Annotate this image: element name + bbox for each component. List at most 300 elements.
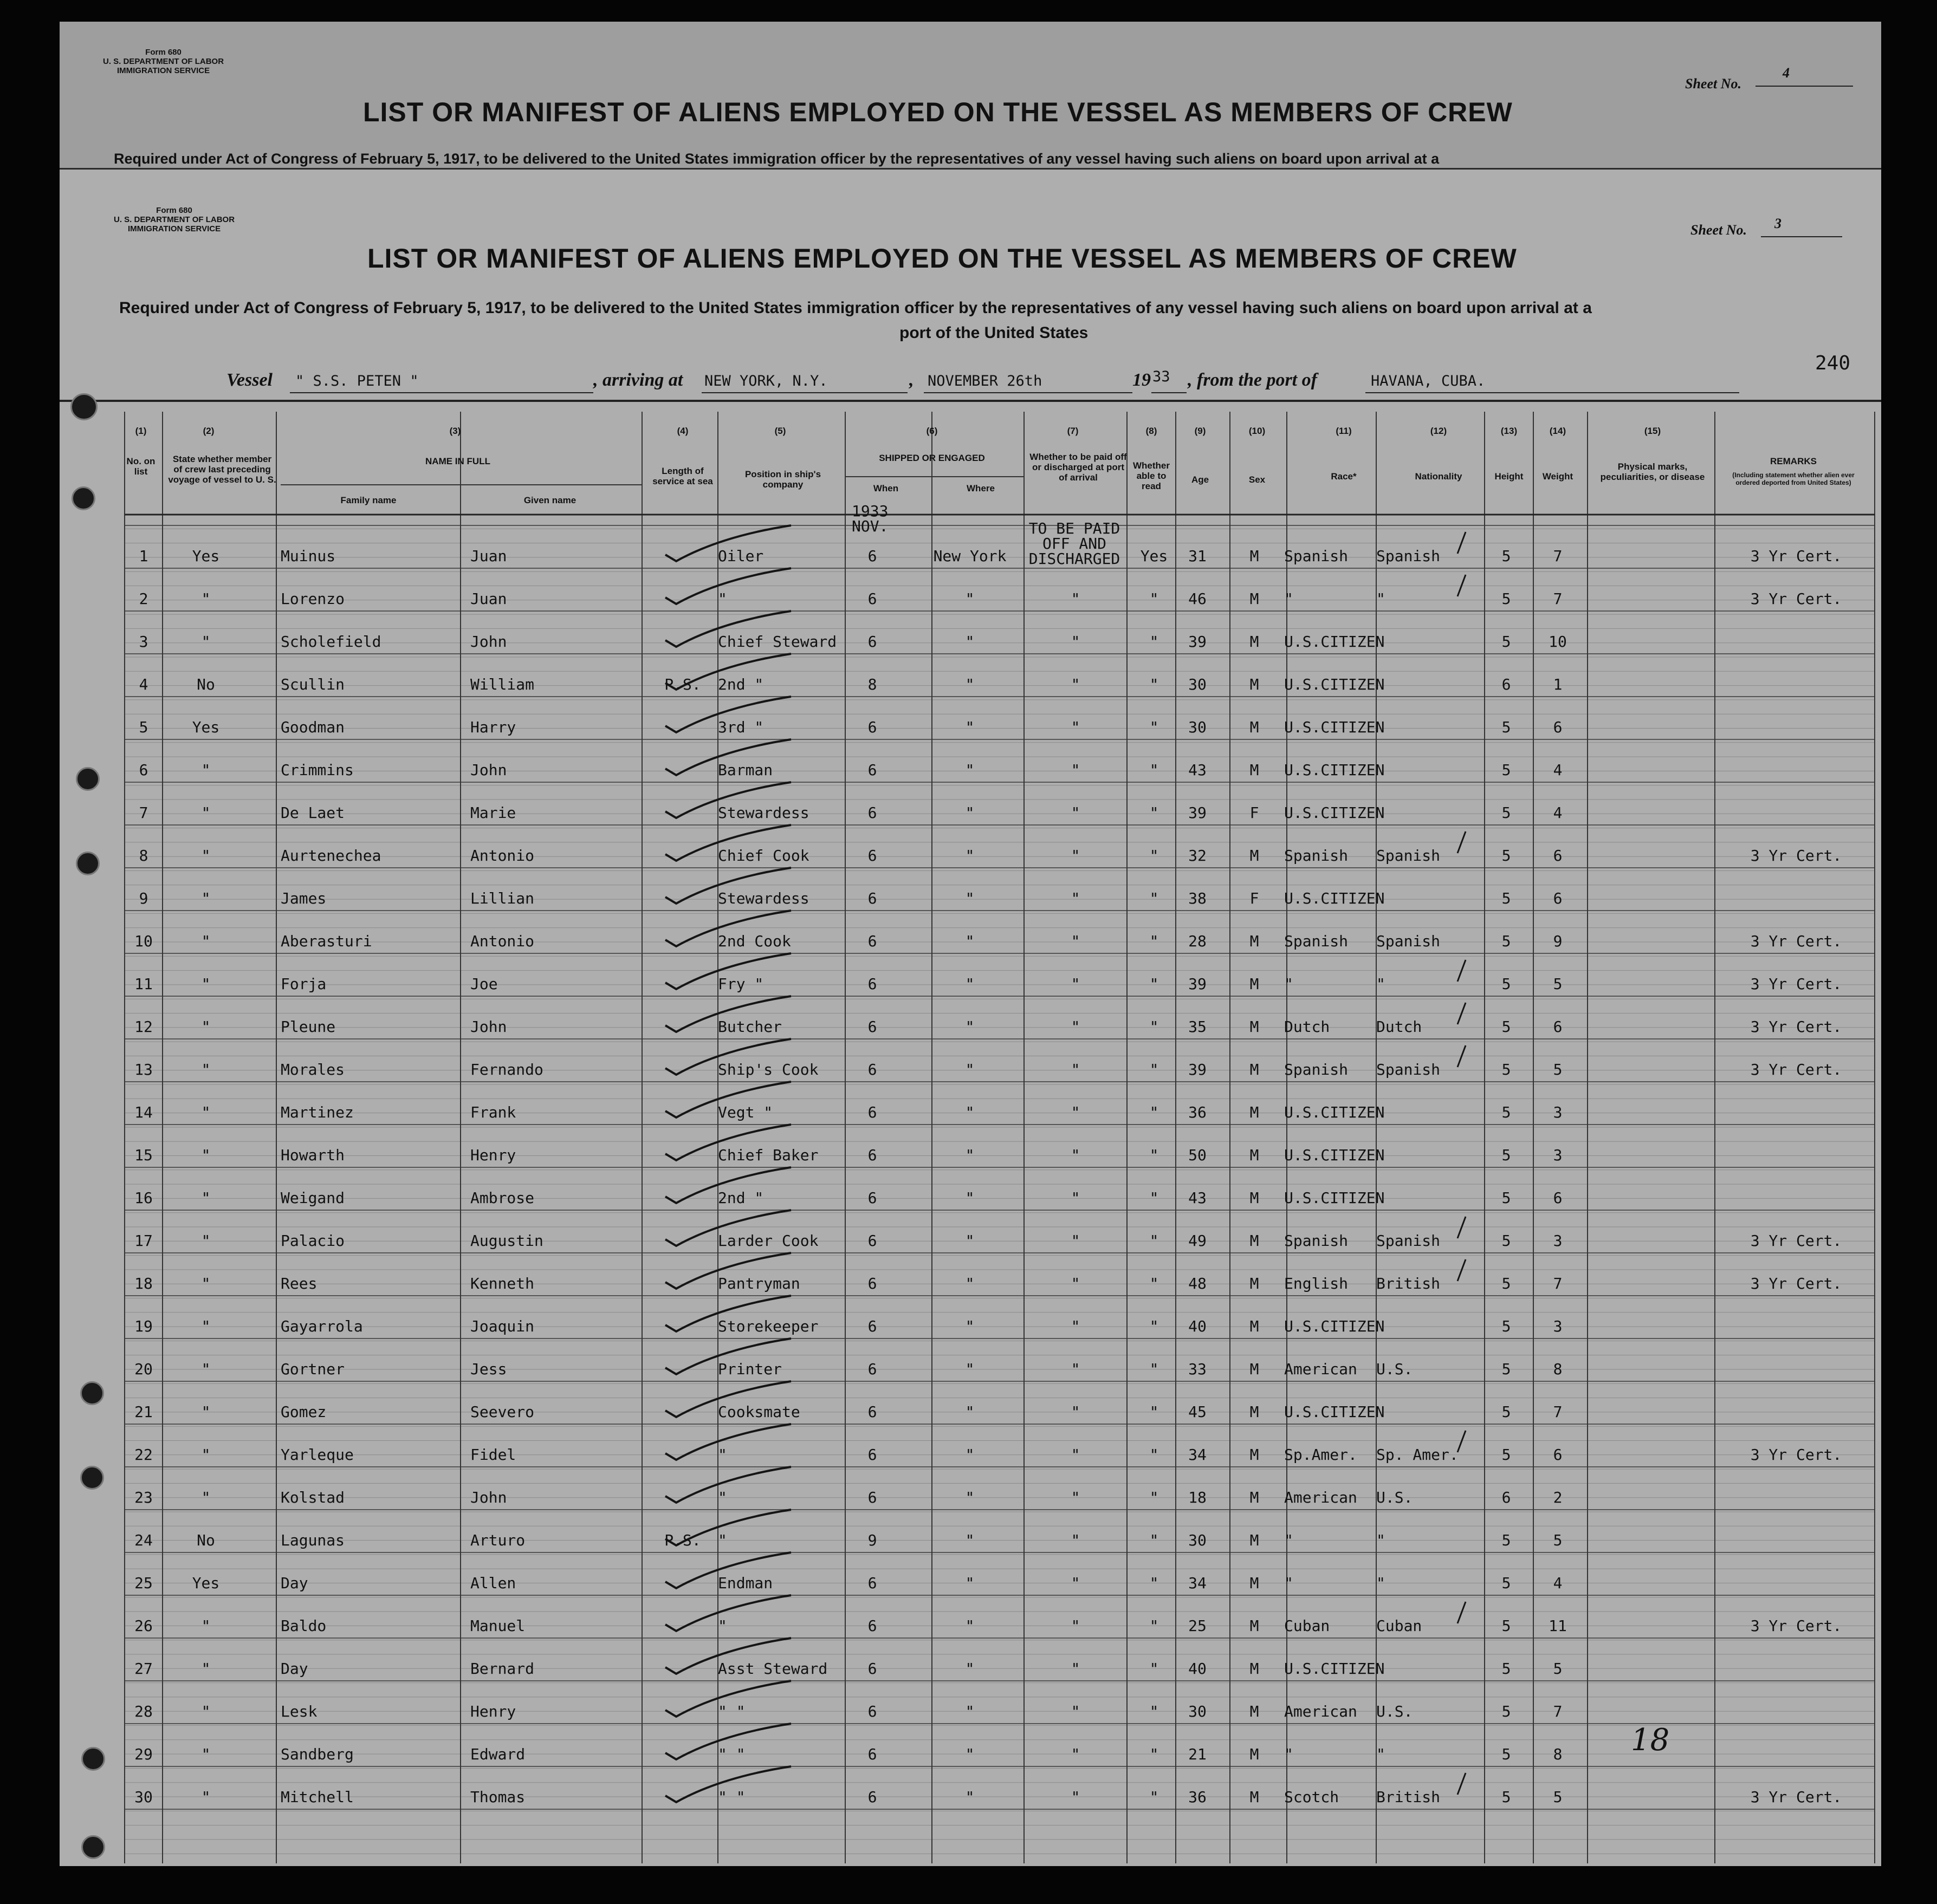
crew-height-cell: 6 — [1501, 675, 1511, 693]
requirement-line-1: Required under Act of Congress of February 5, 1917, to be delivered to the United States immigration officer by the representatives of any vessel having such aliens on board upon arrival at a — [119, 299, 1592, 317]
crew-race-cell: " — [1284, 1574, 1293, 1592]
punch-hole — [80, 1381, 104, 1405]
crew-prev-cell: " — [201, 590, 211, 608]
crew-position-cell: Chief Cook — [718, 847, 809, 865]
crew-age-cell: 43 — [1188, 761, 1207, 779]
crew-position-cell: Endman — [718, 1574, 773, 1592]
crew-when-cell: 6 — [867, 1745, 877, 1763]
crew-prev-cell: Yes — [192, 718, 220, 736]
col6-num: (6) — [926, 426, 938, 436]
crew-when-cell: 6 — [867, 1189, 877, 1207]
crew-prev-cell: " — [201, 932, 211, 950]
crew-sex-cell: M — [1249, 633, 1259, 651]
crew-when-cell: 6 — [867, 975, 877, 993]
crew-position-cell: Asst Steward — [718, 1660, 828, 1678]
crew-nationality-cell: Dutch — [1376, 1018, 1422, 1036]
crew-no-cell: 28 — [134, 1702, 153, 1720]
crew-no-cell: 2 — [139, 590, 148, 608]
crew-no-cell: 16 — [134, 1189, 153, 1207]
crew-race-cell: Spanish — [1284, 1061, 1349, 1078]
crew-age-cell: 49 — [1188, 1232, 1207, 1250]
crew-when-cell: 6 — [867, 547, 877, 565]
crew-family-cell: Martinez — [281, 1103, 354, 1121]
crew-prev-cell: " — [201, 889, 211, 907]
crew-family-cell: Kolstad — [281, 1489, 345, 1506]
crew-family-cell: Sandberg — [281, 1745, 354, 1763]
crew-height-cell: 5 — [1501, 1317, 1511, 1335]
crew-weight-cell: 5 — [1553, 1061, 1563, 1078]
crew-race-cell: U.S.CITIZEN — [1284, 1317, 1385, 1335]
crew-no-cell: 27 — [134, 1660, 153, 1678]
crew-age-cell: 45 — [1188, 1403, 1207, 1421]
crew-height-cell: 5 — [1501, 1146, 1511, 1164]
crew-read-cell: " — [1149, 1531, 1159, 1549]
crew-prev-cell: " — [201, 1061, 211, 1078]
crew-race-cell: U.S.CITIZEN — [1284, 1660, 1385, 1678]
crew-read-cell: " — [1149, 1360, 1159, 1378]
crew-where-cell: " — [965, 1360, 975, 1378]
crew-when-cell: 6 — [867, 804, 877, 822]
crew-read-cell: " — [1149, 1403, 1159, 1421]
crew-race-cell: American — [1284, 1489, 1357, 1506]
col12-num: (12) — [1430, 426, 1447, 436]
crew-position-cell: " — [718, 1617, 727, 1635]
crew-paid-cell: " — [1071, 847, 1080, 865]
crew-sex-cell: M — [1249, 1446, 1259, 1464]
crew-when-cell: 6 — [867, 932, 877, 950]
crew-race-cell: U.S.CITIZEN — [1284, 718, 1385, 736]
crew-weight-cell: 7 — [1553, 1275, 1563, 1292]
crew-race-cell: Spanish — [1284, 547, 1349, 565]
col2-header: State whether member of crew last preceding voyage of vessel to U. S. — [168, 454, 276, 485]
crew-prev-cell: " — [201, 1403, 211, 1421]
crew-read-cell: " — [1149, 1103, 1159, 1121]
crew-where-cell: " — [965, 1660, 975, 1678]
crew-sex-cell: M — [1249, 1403, 1259, 1421]
col13-header: Height — [1494, 471, 1524, 482]
crew-sex-cell: M — [1249, 1531, 1259, 1549]
crew-age-cell: 48 — [1188, 1275, 1207, 1292]
crew-nationality-cell: Spanish — [1376, 1232, 1441, 1250]
crew-weight-cell: 6 — [1553, 847, 1563, 865]
crew-read-cell: " — [1149, 1745, 1159, 1763]
crew-read-cell: " — [1149, 1788, 1159, 1806]
crew-remarks-cell: 3 Yr Cert. — [1750, 1275, 1842, 1292]
crew-service-cell: P.S. — [664, 675, 701, 693]
crew-height-cell: 5 — [1501, 590, 1511, 608]
crew-height-cell: 5 — [1501, 1232, 1511, 1250]
crew-family-cell: Crimmins — [281, 761, 354, 779]
crew-prev-cell: " — [201, 1018, 211, 1036]
crew-weight-cell: 8 — [1553, 1360, 1563, 1378]
crew-no-cell: 10 — [134, 932, 153, 950]
crew-given-cell: Joaquin — [470, 1317, 535, 1335]
crew-paid-cell: " — [1071, 1360, 1080, 1378]
crew-read-cell: " — [1149, 804, 1159, 822]
crew-weight-cell: 5 — [1553, 975, 1563, 993]
col3-header: NAME IN FULL — [425, 456, 490, 466]
crew-family-cell: Weigand — [281, 1189, 345, 1207]
col6-where: Where — [967, 483, 995, 493]
crew-when-cell: 6 — [867, 1103, 877, 1121]
crew-sex-cell: M — [1249, 1275, 1259, 1292]
crew-read-cell: " — [1149, 1446, 1159, 1464]
crew-position-cell: Vegt " — [718, 1103, 773, 1121]
crew-nationality-cell: Spanish — [1376, 932, 1441, 950]
crew-height-cell: 5 — [1501, 932, 1511, 950]
vessel-label: Vessel — [226, 370, 273, 390]
crew-no-cell: 7 — [139, 804, 148, 822]
crew-where-cell: New York — [933, 547, 1007, 565]
crew-age-cell: 38 — [1188, 889, 1207, 907]
crew-sex-cell: M — [1249, 1745, 1259, 1763]
sheet-label: Sheet No. — [1690, 222, 1747, 238]
crew-race-cell: U.S.CITIZEN — [1284, 804, 1385, 822]
crew-given-cell: Henry — [470, 1146, 516, 1164]
crew-position-cell: " " — [718, 1745, 746, 1763]
crew-no-cell: 29 — [134, 1745, 153, 1763]
crew-remarks-cell: 3 Yr Cert. — [1750, 1061, 1842, 1078]
punch-hole — [76, 767, 100, 791]
col8-num: (8) — [1145, 426, 1157, 436]
crew-height-cell: 5 — [1501, 1403, 1511, 1421]
crew-given-cell: Jess — [470, 1360, 507, 1378]
crew-no-cell: 15 — [134, 1146, 153, 1164]
crew-sex-cell: M — [1249, 1360, 1259, 1378]
crew-nationality-cell: Cuban — [1376, 1617, 1422, 1635]
crew-height-cell: 5 — [1501, 761, 1511, 779]
crew-position-cell: " — [718, 590, 727, 608]
crew-weight-cell: 1 — [1553, 675, 1563, 693]
crew-prev-cell: " — [201, 1275, 211, 1292]
service-label: IMMIGRATION SERVICE — [127, 224, 221, 233]
crew-age-cell: 39 — [1188, 975, 1207, 993]
crew-when-cell: 6 — [867, 1146, 877, 1164]
crew-age-cell: 28 — [1188, 932, 1207, 950]
col3-family: Family name — [340, 495, 397, 505]
crew-race-cell: " — [1284, 1745, 1293, 1763]
col12-header: Nationality — [1415, 471, 1462, 482]
crew-position-cell: Larder Cook — [718, 1232, 819, 1250]
crew-read-cell: " — [1149, 1275, 1159, 1292]
crew-age-cell: 36 — [1188, 1103, 1207, 1121]
crew-height-cell: 5 — [1501, 847, 1511, 865]
crew-weight-cell: 4 — [1553, 804, 1563, 822]
crew-no-cell: 12 — [134, 1018, 153, 1036]
crew-no-cell: 26 — [134, 1617, 153, 1635]
crew-paid-cell: " — [1071, 1189, 1080, 1207]
crew-paid-cell: " — [1071, 1275, 1080, 1292]
crew-paid-cell: " — [1071, 1745, 1080, 1763]
col3-num: (3) — [449, 426, 461, 436]
crew-position-cell: " " — [718, 1702, 746, 1720]
crew-height-cell: 5 — [1501, 1061, 1511, 1078]
crew-paid-cell: " — [1071, 1702, 1080, 1720]
crew-prev-cell: " — [201, 1103, 211, 1121]
crew-where-cell: " — [965, 889, 975, 907]
top-sheet-label: Sheet No. — [1685, 76, 1741, 92]
crew-position-cell: Fry " — [718, 975, 764, 993]
date-comma: , — [909, 370, 914, 390]
crew-height-cell: 5 — [1501, 1275, 1511, 1292]
col16-header: REMARKS — [1770, 456, 1817, 466]
crew-prev-cell: " — [201, 761, 211, 779]
crew-weight-cell: 6 — [1553, 1018, 1563, 1036]
crew-when-cell: 6 — [867, 889, 877, 907]
crew-nationality-cell: " — [1376, 975, 1385, 993]
crew-no-cell: 21 — [134, 1403, 153, 1421]
crew-where-cell: " — [965, 975, 975, 993]
crew-where-cell: " — [965, 1745, 975, 1763]
crew-prev-cell: " — [201, 1617, 211, 1635]
col3-given: Given name — [523, 495, 576, 505]
punch-hole — [81, 1747, 105, 1771]
crew-position-cell: Barman — [718, 761, 773, 779]
crew-family-cell: Lesk — [281, 1702, 318, 1720]
col2-num: (2) — [203, 426, 215, 436]
crew-no-cell: 9 — [139, 889, 148, 907]
crew-age-cell: 50 — [1188, 1146, 1207, 1164]
crew-weight-cell: 3 — [1553, 1146, 1563, 1164]
arrival-date: NOVEMBER 26th — [928, 373, 1042, 389]
crew-no-cell: 23 — [134, 1489, 153, 1506]
crew-paid-cell: " — [1071, 975, 1080, 993]
crew-where-cell: " — [965, 1146, 975, 1164]
crew-weight-cell: 8 — [1553, 1745, 1563, 1763]
crew-read-cell: " — [1149, 1317, 1159, 1335]
crew-nationality-cell: Spanish — [1376, 847, 1441, 865]
crew-position-cell: " — [718, 1446, 727, 1464]
crew-where-cell: " — [965, 1574, 975, 1592]
crew-where-cell: " — [965, 1275, 975, 1292]
crew-when-cell: 8 — [867, 675, 877, 693]
crew-where-cell: " — [965, 1446, 975, 1464]
crew-weight-cell: 3 — [1553, 1317, 1563, 1335]
crew-family-cell: Goodman — [281, 718, 345, 736]
crew-age-cell: 30 — [1188, 718, 1207, 736]
paid-off-note: TO BE PAID OFF AND DISCHARGED — [1028, 519, 1120, 568]
col6-when: When — [873, 483, 899, 493]
crew-sex-cell: M — [1249, 718, 1259, 736]
crew-where-cell: " — [965, 1531, 975, 1549]
crew-weight-cell: 7 — [1553, 590, 1563, 608]
crew-sex-cell: M — [1249, 1061, 1259, 1078]
crew-position-cell: Stewardess — [718, 889, 809, 907]
crew-prev-cell: " — [201, 804, 211, 822]
crew-remarks-cell: 3 Yr Cert. — [1750, 1232, 1842, 1250]
crew-age-cell: 36 — [1188, 1788, 1207, 1806]
crew-weight-cell: 7 — [1553, 1403, 1563, 1421]
crew-paid-cell: " — [1071, 675, 1080, 693]
crew-sex-cell: M — [1249, 1702, 1259, 1720]
crew-when-cell: 6 — [867, 1617, 877, 1635]
crew-sex-cell: M — [1249, 590, 1259, 608]
crew-height-cell: 5 — [1501, 1660, 1511, 1678]
crew-read-cell: " — [1149, 718, 1159, 736]
crew-paid-cell: " — [1071, 1018, 1080, 1036]
crew-read-cell: " — [1149, 590, 1159, 608]
crew-family-cell: Rees — [281, 1275, 318, 1292]
crew-where-cell: " — [965, 1489, 975, 1506]
crew-read-cell: " — [1149, 847, 1159, 865]
crew-sex-cell: M — [1249, 761, 1259, 779]
crew-given-cell: Bernard — [470, 1660, 535, 1678]
crew-where-cell: " — [965, 1317, 975, 1335]
crew-prev-cell: " — [201, 1317, 211, 1335]
crew-given-cell: Harry — [470, 718, 516, 736]
crew-when-cell: 6 — [867, 590, 877, 608]
crew-read-cell: " — [1149, 1702, 1159, 1720]
department-label: U. S. DEPARTMENT OF LABOR — [114, 215, 235, 224]
crew-paid-cell: " — [1071, 718, 1080, 736]
crew-no-cell: 24 — [134, 1531, 153, 1549]
margin-note: 18 — [1631, 1723, 1670, 1758]
crew-family-cell: Gortner — [281, 1360, 345, 1378]
crew-no-cell: 8 — [139, 847, 148, 865]
crew-weight-cell: 2 — [1553, 1489, 1563, 1506]
col14-num: (14) — [1549, 426, 1566, 436]
crew-height-cell: 5 — [1501, 975, 1511, 993]
crew-prev-cell: No — [197, 675, 215, 693]
col5-header: Position in ship's company — [744, 469, 821, 490]
col4-num: (4) — [677, 426, 689, 436]
crew-race-cell: Scotch — [1284, 1788, 1339, 1806]
crew-no-cell: 18 — [134, 1275, 153, 1292]
crew-family-cell: Aberasturi — [281, 932, 372, 950]
crew-given-cell: Fidel — [470, 1446, 516, 1464]
crew-no-cell: 13 — [134, 1061, 153, 1078]
crew-paid-cell: " — [1071, 1403, 1080, 1421]
crew-position-cell: 3rd " — [718, 718, 764, 736]
crew-family-cell: Howarth — [281, 1146, 345, 1164]
crew-position-cell: Stewardess — [718, 804, 809, 822]
crew-nationality-cell: " — [1376, 590, 1385, 608]
top-sheet-number: 4 — [1783, 65, 1790, 81]
crew-family-cell: Gomez — [281, 1403, 327, 1421]
crew-where-cell: " — [965, 675, 975, 693]
crew-family-cell: Day — [281, 1574, 308, 1592]
crew-sex-cell: M — [1249, 1788, 1259, 1806]
crew-position-cell: Chief Steward — [718, 633, 837, 651]
crew-no-cell: 1 — [139, 547, 148, 565]
crew-race-cell: U.S.CITIZEN — [1284, 1403, 1385, 1421]
crew-weight-cell: 6 — [1553, 1189, 1563, 1207]
crew-height-cell: 5 — [1501, 1189, 1511, 1207]
crew-paid-cell: " — [1071, 1489, 1080, 1506]
manifest-title: LIST OR MANIFEST OF ALIENS EMPLOYED ON THE VESSEL AS MEMBERS OF CREW — [367, 243, 1517, 274]
col4-header: Length of service at sea — [652, 466, 713, 486]
crew-nationality-cell: Sp. Amer. — [1376, 1446, 1459, 1464]
crew-height-cell: 5 — [1501, 804, 1511, 822]
crew-position-cell: Oiler — [718, 547, 764, 565]
top-form-label: Form 680 — [145, 48, 182, 57]
crew-no-cell: 5 — [139, 718, 148, 736]
crew-where-cell: " — [965, 718, 975, 736]
crew-paid-cell: " — [1071, 1617, 1080, 1635]
crew-race-cell: U.S.CITIZEN — [1284, 1189, 1385, 1207]
crew-read-cell: " — [1149, 675, 1159, 693]
crew-height-cell: 5 — [1501, 1702, 1511, 1720]
crew-given-cell: Manuel — [470, 1617, 526, 1635]
crew-remarks-cell: 3 Yr Cert. — [1750, 590, 1842, 608]
crew-height-cell: 5 — [1501, 718, 1511, 736]
crew-when-cell: 6 — [867, 1317, 877, 1335]
form-label: Form 680 — [156, 206, 192, 215]
col13-num: (13) — [1500, 426, 1518, 436]
crew-age-cell: 33 — [1188, 1360, 1207, 1378]
crew-paid-cell: " — [1071, 1146, 1080, 1164]
crew-when-cell: 6 — [867, 718, 877, 736]
crew-family-cell: Baldo — [281, 1617, 327, 1635]
crew-when-cell: 6 — [867, 633, 877, 651]
crew-family-cell: Scullin — [281, 675, 345, 693]
crew-position-cell: Cooksmate — [718, 1403, 800, 1421]
crew-prev-cell: " — [201, 1232, 211, 1250]
crew-race-cell: " — [1284, 1531, 1293, 1549]
crew-prev-cell: Yes — [192, 1574, 220, 1592]
crew-position-cell: Chief Baker — [718, 1146, 819, 1164]
crew-when-cell: 6 — [867, 1489, 877, 1506]
crew-service-cell: P.S. — [664, 1531, 701, 1549]
crew-nationality-cell: British — [1376, 1275, 1441, 1292]
shipped-year-note: 1933 NOV. — [852, 502, 889, 535]
crew-prev-cell: " — [201, 1489, 211, 1506]
crew-prev-cell: " — [201, 1189, 211, 1207]
crew-where-cell: " — [965, 1189, 975, 1207]
crew-weight-cell: 4 — [1553, 761, 1563, 779]
crew-age-cell: 25 — [1188, 1617, 1207, 1635]
crew-nationality-cell: U.S. — [1376, 1702, 1413, 1720]
crew-sex-cell: M — [1249, 1189, 1259, 1207]
crew-given-cell: Thomas — [470, 1788, 526, 1806]
crew-read-cell: " — [1149, 761, 1159, 779]
crew-where-cell: " — [965, 1403, 975, 1421]
crew-race-cell: American — [1284, 1360, 1357, 1378]
crew-read-cell: Yes — [1140, 547, 1168, 565]
crew-weight-cell: 11 — [1549, 1617, 1567, 1635]
crew-weight-cell: 5 — [1553, 1660, 1563, 1678]
crew-read-cell: " — [1149, 1660, 1159, 1678]
crew-position-cell: " " — [718, 1788, 746, 1806]
crew-where-cell: " — [965, 633, 975, 651]
crew-when-cell: 6 — [867, 761, 877, 779]
crew-family-cell: Muinus — [281, 547, 336, 565]
crew-no-cell: 20 — [134, 1360, 153, 1378]
crew-nationality-cell: British — [1376, 1788, 1441, 1806]
crew-prev-cell: " — [201, 1702, 211, 1720]
crew-family-cell: Scholefield — [281, 633, 381, 651]
crew-age-cell: 39 — [1188, 633, 1207, 651]
crew-given-cell: Kenneth — [470, 1275, 535, 1292]
crew-age-cell: 39 — [1188, 1061, 1207, 1078]
crew-height-cell: 5 — [1501, 547, 1511, 565]
punch-hole — [81, 1835, 105, 1859]
crew-position-cell: 2nd " — [718, 675, 764, 693]
crew-given-cell: Augustin — [470, 1232, 543, 1250]
crew-remarks-cell: 3 Yr Cert. — [1750, 547, 1842, 565]
punch-hole — [72, 486, 95, 510]
crew-age-cell: 40 — [1188, 1660, 1207, 1678]
crew-weight-cell: 10 — [1549, 633, 1567, 651]
crew-prev-cell: " — [201, 847, 211, 865]
punch-hole — [76, 852, 100, 875]
crew-position-cell: 2nd " — [718, 1189, 764, 1207]
crew-where-cell: " — [965, 1617, 975, 1635]
crew-weight-cell: 3 — [1553, 1103, 1563, 1121]
crew-family-cell: Morales — [281, 1061, 345, 1078]
crew-paid-cell: " — [1071, 761, 1080, 779]
crew-paid-cell: " — [1071, 633, 1080, 651]
